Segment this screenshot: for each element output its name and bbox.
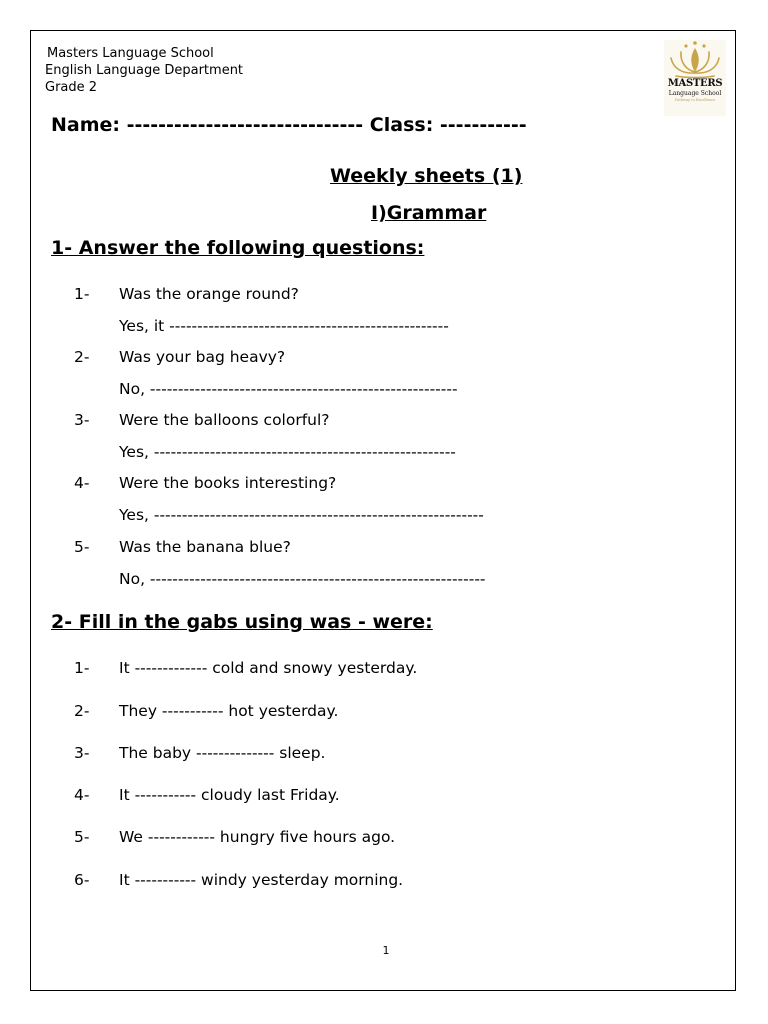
gap-item-number: 3-: [74, 744, 90, 762]
school-name: Masters Language School: [47, 46, 214, 61]
question-number: 5-: [74, 538, 90, 556]
question-text: Was the orange round?: [119, 285, 299, 303]
gap-item-sentence: It ------------- cold and snowy yesterday.: [119, 659, 418, 677]
question-text: Were the books interesting?: [119, 474, 337, 492]
question-text: Were the balloons colorful?: [119, 411, 330, 429]
answer-line: Yes, ------------------------------------------------------: [119, 443, 456, 461]
gap-item-sentence: It ----------- cloudy last Friday.: [119, 786, 340, 804]
question-number: 2-: [74, 348, 90, 366]
question-number: 3-: [74, 411, 90, 429]
gap-item-sentence: We ------------ hungry five hours ago.: [119, 828, 396, 846]
name-class-line: Name: ------------------------------ Class: -----------: [51, 114, 527, 136]
grade-label: Grade 2: [45, 80, 98, 95]
question-number: 1-: [74, 285, 90, 303]
worksheet-subtitle: I)Grammar: [371, 202, 487, 224]
department-name: English Language Department: [45, 63, 244, 78]
gap-item-number: 5-: [74, 828, 90, 846]
gap-item-number: 2-: [74, 702, 90, 720]
question-number: 4-: [74, 474, 90, 492]
gap-item-number: 1-: [74, 659, 90, 677]
gap-item-sentence: They ----------- hot yesterday.: [119, 702, 339, 720]
answer-line: Yes, it --------------------------------------------------: [119, 317, 449, 335]
answer-line: No, ------------------------------------------------------------: [119, 570, 486, 588]
section1-heading: 1- Answer the following questions:: [51, 237, 425, 259]
answer-line: Yes, -----------------------------------------------------------: [119, 506, 484, 524]
logo-tagline: Pathway to Excellence: [675, 98, 715, 102]
answer-line: No, -------------------------------------------------------: [119, 380, 458, 398]
gap-item-number: 6-: [74, 871, 90, 889]
question-text: Was the banana blue?: [119, 538, 291, 556]
logo-name: MASTERS: [667, 78, 723, 89]
worksheet-title: Weekly sheets (1): [330, 165, 523, 187]
gap-item-sentence: The baby -------------- sleep.: [119, 744, 326, 762]
question-text: Was your bag heavy?: [119, 348, 286, 366]
gap-item-number: 4-: [74, 786, 90, 804]
logo-subtitle: Language School: [668, 90, 722, 97]
section2-heading: 2- Fill in the gabs using was - were:: [51, 611, 433, 633]
school-logo: [664, 40, 726, 116]
school-header: [45, 45, 243, 96]
lotus-crown-icon: [664, 40, 726, 80]
page-number: 1: [382, 944, 390, 957]
gap-item-sentence: It ----------- windy yesterday morning.: [119, 871, 404, 889]
